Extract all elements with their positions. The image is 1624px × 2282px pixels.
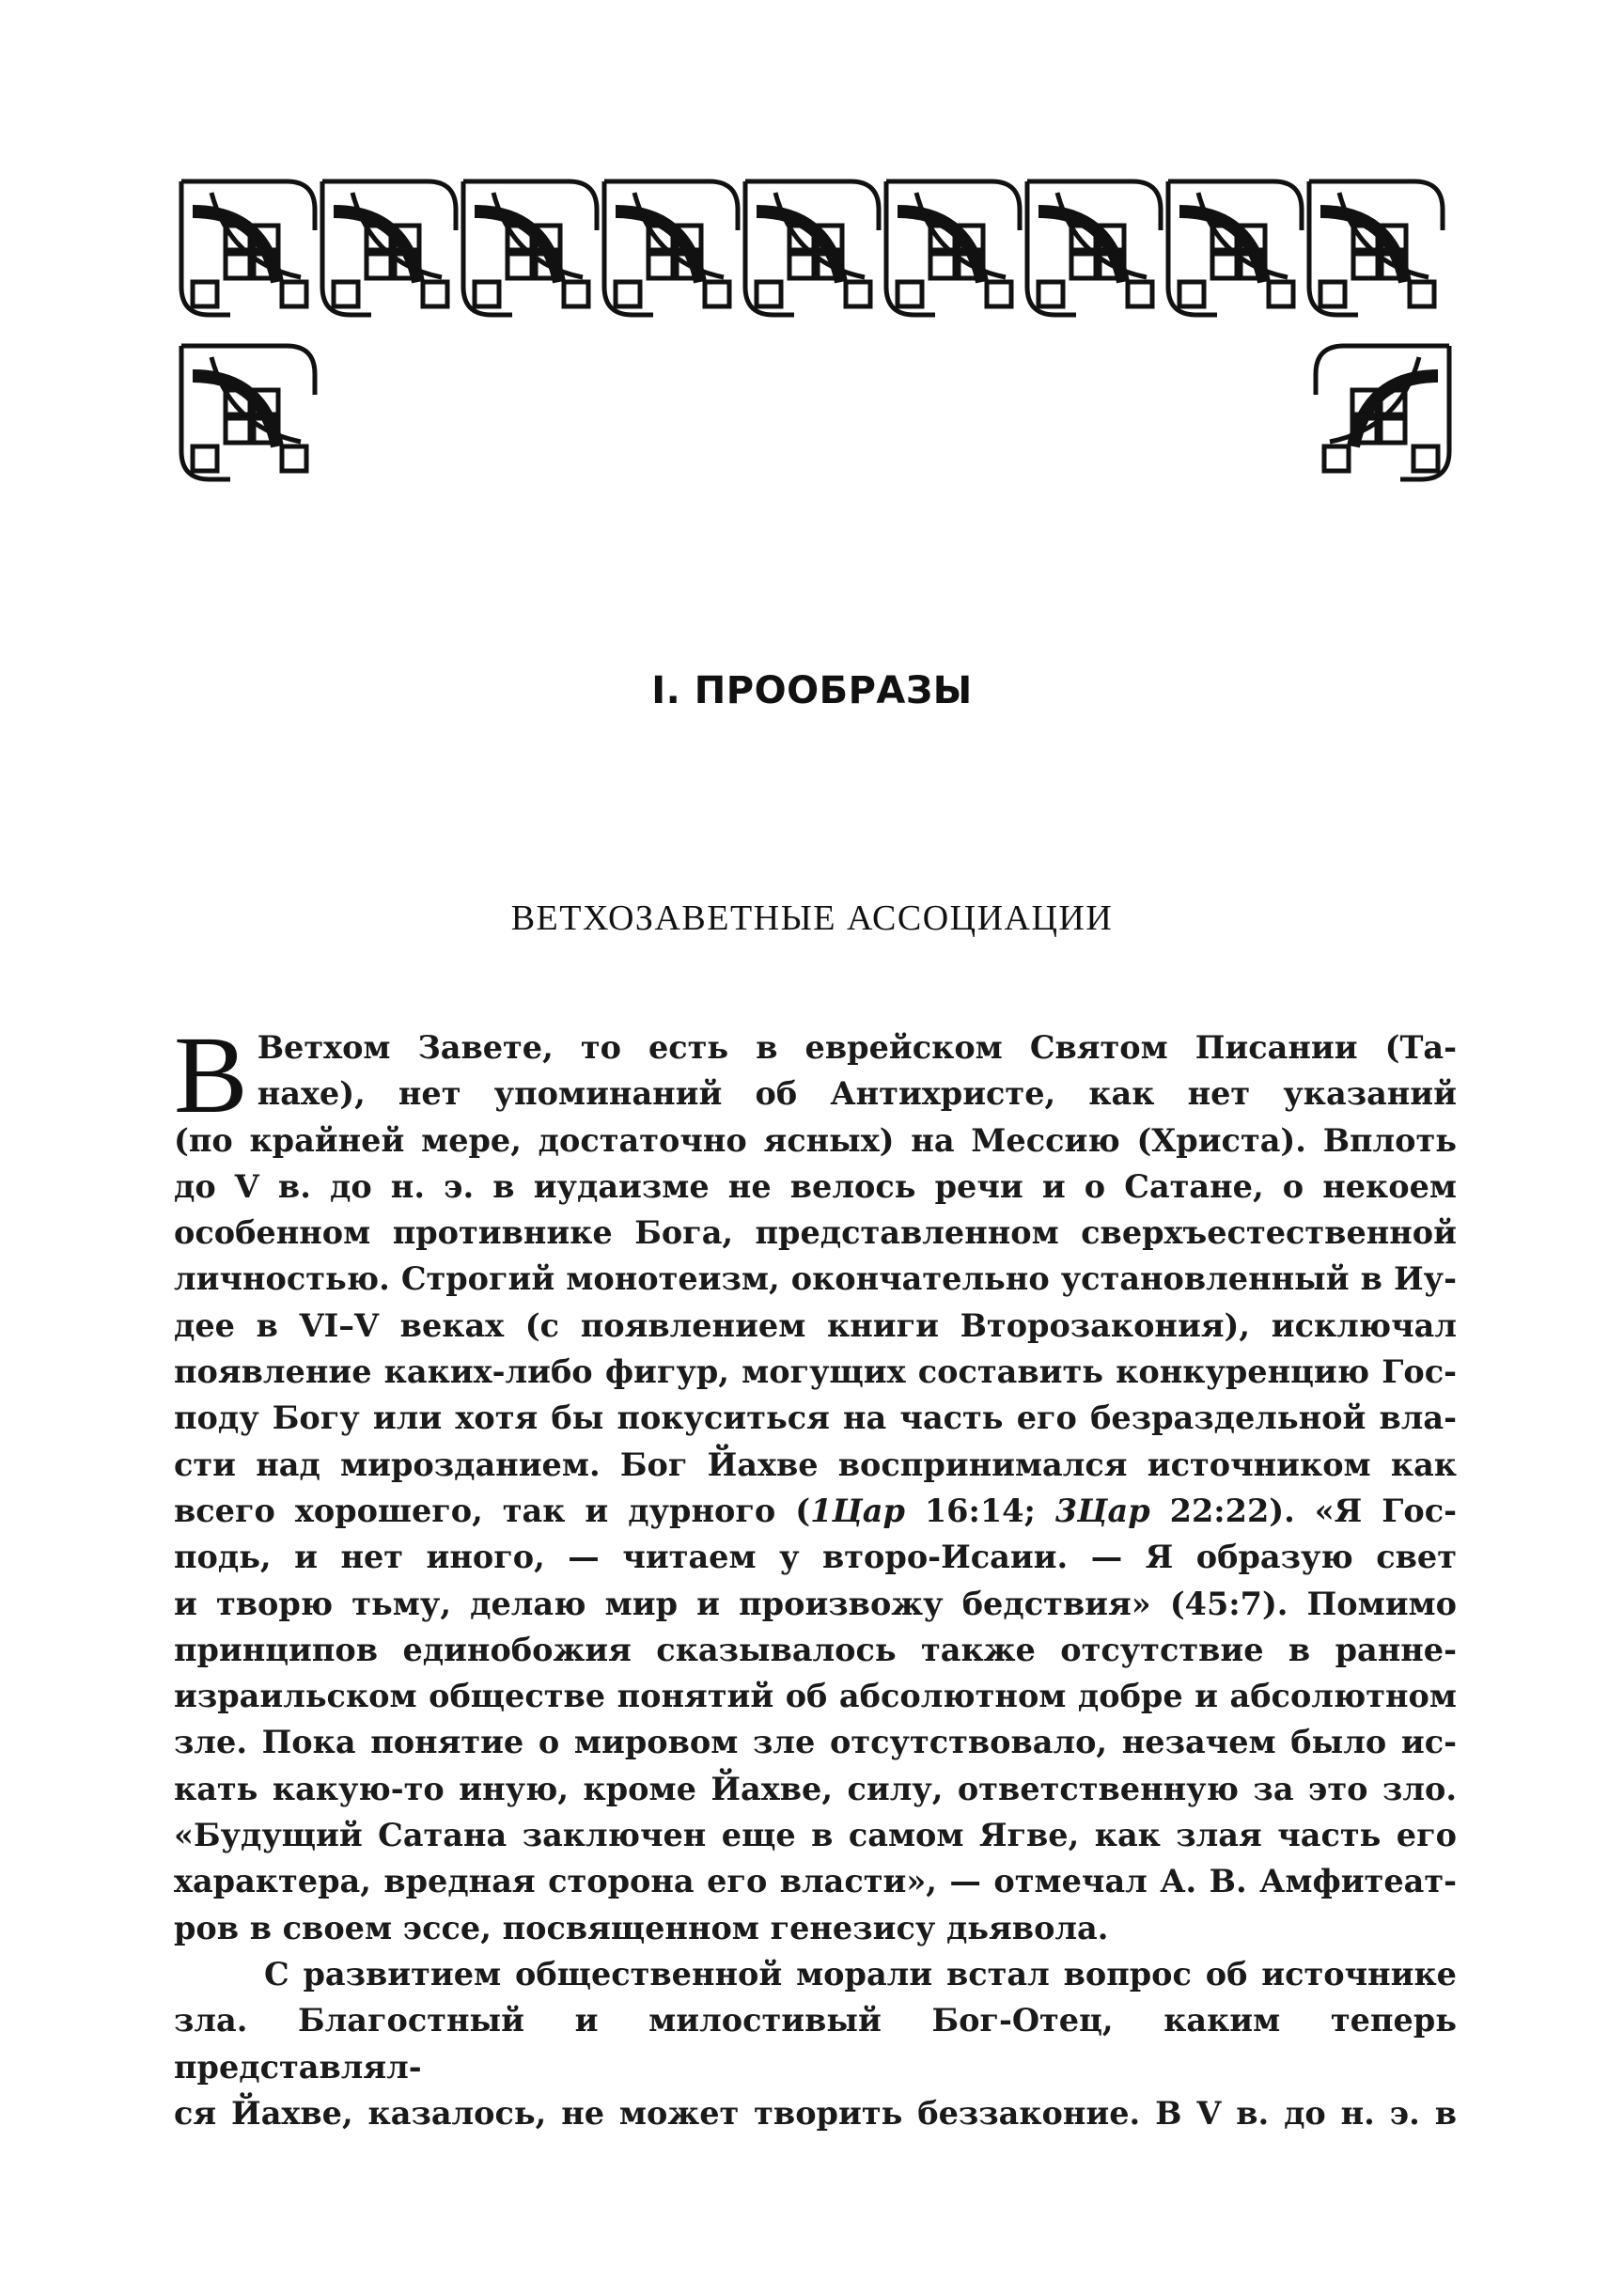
text-line: появление каких-либо фигур, могущих составить конкуренцию Гос- [174, 1353, 1457, 1391]
text-line: (по крайней мере, достаточно ясных) на Мессию (Христа). Вплоть [174, 1121, 1457, 1159]
drop-cap: В [174, 1013, 248, 1136]
text-line: зле. Пока понятие о мировом зле отсутствовало, незачем было ис- [174, 1724, 1457, 1761]
text-line: дее в VI–V веках (с появлением книги Второзакония), исключал [174, 1306, 1457, 1344]
text-line: израильском обществе понятий об абсолютном добре и абсолютном [174, 1678, 1457, 1715]
chapter-title: I. ПРООБРАЗЫ [651, 669, 973, 712]
text-line: ров в своем эссе, посвященном генезису дьявола. [174, 1909, 1109, 1946]
paragraph-1 [174, 1013, 1458, 1951]
text-line [174, 1488, 1457, 1534]
paragraph-2 [174, 1951, 1457, 2136]
text-line: личностью. Строгий монотеизм, окончательно установленный в Иу- [174, 1260, 1457, 1298]
text-fragment: 22:22). «Я Гос- [1149, 1492, 1458, 1529]
text-line: Ветхом Завете, то есть в еврейском Святом Писании (Та- [257, 1029, 1457, 1066]
text-line: особенном противнике Бога, представленном сверхъестественной [174, 1214, 1457, 1252]
text-line: зла. Благостный и милостивый Бог-Отец, каким теперь представлял- [174, 2002, 1457, 2086]
text-line: кать какую-то иную, кроме Йахве, силу, ответственную за это зло. [174, 1770, 1457, 1807]
bible-reference: 3Цар [1054, 1492, 1150, 1529]
ornamental-header-border [174, 174, 1457, 493]
text-line: до V в. до н. э. в иудаизме не велось речи и о Сатане, о некоем [174, 1167, 1457, 1205]
text-line: поду Богу или хотя бы покуситься на часть его безраздельной вла- [174, 1399, 1457, 1437]
body-text [174, 1013, 1458, 2136]
text-line: характера, вредная сторона его власти», — отмечал А. В. Амфитеат- [174, 1863, 1457, 1900]
text-fragment: всего хорошего, так и дурного ( [174, 1492, 811, 1529]
text-line: С развитием общественной морали встал вопрос об источнике [264, 1955, 1457, 1993]
bible-reference: 1Цар [810, 1492, 905, 1529]
text-line: принципов единобожия сказывалось также отсутствие в ранне- [174, 1631, 1457, 1668]
text-fragment: 16:14; [904, 1492, 1055, 1529]
ornament-icon [174, 174, 1457, 493]
text-line: сти над мирозданием. Бог Йахве воспринимался источником как [174, 1446, 1457, 1483]
section-title: ВЕТХОЗАВЕТНЫЕ АССОЦИАЦИИ [510, 899, 1114, 938]
text-line: нахе), нет упоминаний об Антихристе, как нет указаний [257, 1075, 1457, 1113]
text-line: подь, и нет иного, — читаем у второ-Исаии. — Я образую свет [174, 1539, 1457, 1576]
text-line: и творю тьму, делаю мир и произвожу бедствия» (45:7). Помимо [174, 1585, 1457, 1622]
text-line: ся Йахве, казалось, не может творить беззаконие. В V в. до н. э. в [174, 2094, 1457, 2132]
text-line: «Будущий Сатана заключен еще в самом Ягве, как злая часть его [174, 1817, 1457, 1854]
